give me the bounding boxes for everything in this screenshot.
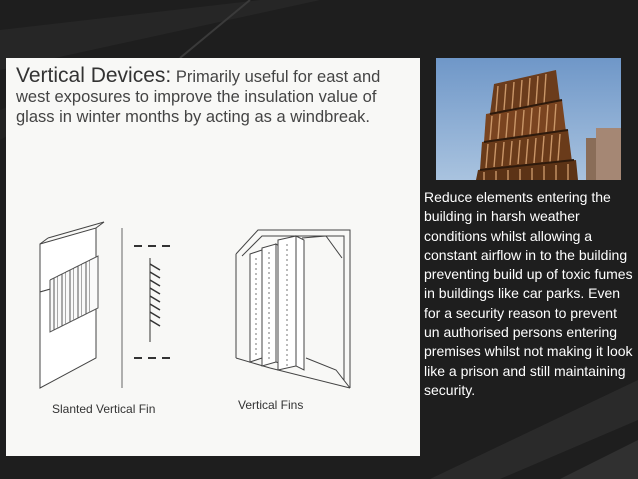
fin-diagrams: [6, 58, 420, 456]
vertical-fins-drawing: [236, 230, 350, 388]
building-photo: [436, 58, 621, 180]
slanted-fin-plan: [134, 246, 170, 358]
slide-content-panel: [6, 58, 420, 456]
heading-body: Primarily useful for east and west exposures to improve the insulation value of glass in winter months by acting as a windbreak.: [16, 68, 381, 126]
description-text: Reduce elements entering the building in harsh weather conditions whilst allowing a constant airflow in to the building preventing build up of toxic fumes in buildings like car parks. Even for a security reason to prevent un authorised persons entering premises whilst not making it look like a prison and still maintaining security.: [424, 189, 633, 398]
heading-lead: Vertical Devices:: [16, 64, 172, 87]
slanted-fin-drawing: [40, 222, 122, 388]
caption-vertical-fins: Vertical Fins: [238, 398, 304, 412]
building-photo-image: [436, 58, 621, 180]
caption-slanted-vertical-fin: Slanted Vertical Fin: [52, 402, 156, 416]
